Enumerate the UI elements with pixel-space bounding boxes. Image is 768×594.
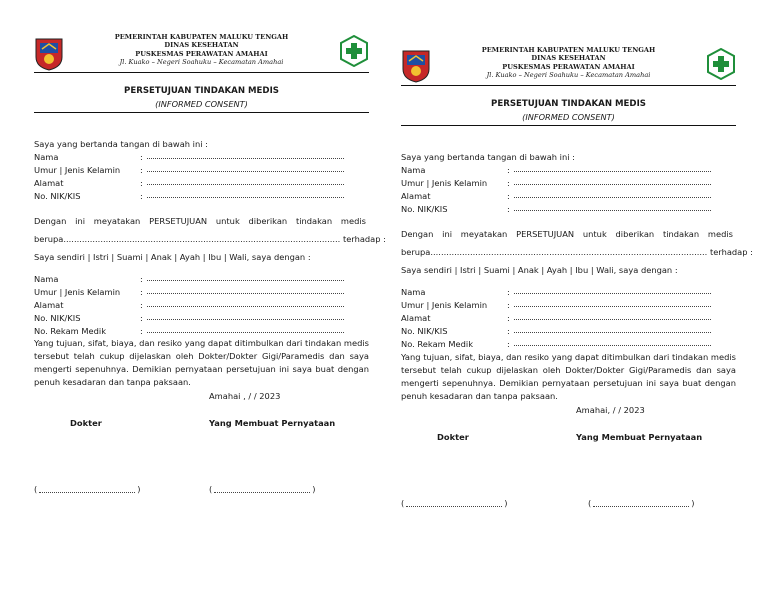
intro-text: Saya yang bertanda tangan di bawah ini : xyxy=(34,139,208,149)
paren-open: ( xyxy=(401,498,405,508)
title-rule xyxy=(34,112,369,113)
health-cross-icon xyxy=(706,48,736,80)
field-label-address: Alamat xyxy=(401,191,431,201)
field-colon: : xyxy=(507,287,510,297)
letterhead-line2: DINAS KESEHATAN xyxy=(164,41,239,50)
form-subtitle: (INFORMED CONSENT) xyxy=(522,112,615,122)
letterhead xyxy=(401,44,736,84)
paren-close: ) xyxy=(137,484,141,494)
consent-statement: Dengan ini meyatakan PERSETUJUAN untuk diberikan tindakan medis xyxy=(34,216,366,226)
form-title: PERSETUJUAN TINDAKAN MEDIS xyxy=(491,99,646,109)
field-line-address[interactable] xyxy=(514,197,711,198)
letterhead-text xyxy=(441,46,696,80)
field-line-address[interactable] xyxy=(147,184,344,185)
health-cross-icon xyxy=(339,35,369,67)
field-label-nik: No. NIK/KIS xyxy=(401,204,448,214)
field-line-nik[interactable] xyxy=(514,332,711,333)
explanation-paragraph: Yang tujuan, sifat, biaya, dan resiko yang dapat ditimbulkan dari tindakan medis tersebut telah cukup dijelaskan oleh Dokter/Dokter Gigi/Paramedis dan saya mengerti sepenuhnya. Demikian pernyataan persetujuan ini saya buat dengan penuh kesadaran dan tanpa paksaan. xyxy=(401,352,736,401)
field-label-name: Nama xyxy=(401,165,426,175)
form-title: PERSETUJUAN TINDAKAN MEDIS xyxy=(124,86,279,96)
field-colon: : xyxy=(507,300,510,310)
declarant-signature-line[interactable] xyxy=(209,484,316,494)
letterhead-line2: DINAS KESEHATAN xyxy=(531,54,606,63)
field-line-age-gender[interactable] xyxy=(147,171,344,172)
field-line-age-gender[interactable] xyxy=(514,184,711,185)
field-line-address[interactable] xyxy=(147,306,344,307)
doctor-signature-label: Dokter xyxy=(437,432,469,442)
place-date: Amahai, / / 2023 xyxy=(576,405,645,415)
field-colon: : xyxy=(140,165,143,175)
field-label-medical-record: No. Rekam Medik xyxy=(34,326,107,336)
field-line-age-gender[interactable] xyxy=(514,306,711,307)
field-line-name[interactable] xyxy=(514,171,711,172)
field-line-address[interactable] xyxy=(514,319,711,320)
place-date: Amahai , / / 2023 xyxy=(209,391,281,401)
field-line-age-gender[interactable] xyxy=(147,293,344,294)
field-label-address: Alamat xyxy=(401,313,431,323)
field-label-name: Nama xyxy=(34,152,59,162)
field-label-nik: No. NIK/KIS xyxy=(401,326,448,336)
letterhead-line1: PEMERINTAH KABUPATEN MALUKU TENGAH xyxy=(481,46,656,54)
field-label-age-gender: Umur | Jenis Kelamin xyxy=(34,165,121,175)
relation-options[interactable]: Saya sendiri | Istri | Suami | Anak | Ayah | Ibu | Wali, saya dengan : xyxy=(401,265,678,275)
doctor-signature-label: Dokter xyxy=(70,418,102,428)
field-colon: : xyxy=(507,313,510,323)
intro-text: Saya yang bertanda tangan di bawah ini : xyxy=(401,152,575,162)
field-line-name[interactable] xyxy=(514,293,711,294)
field-label-address: Alamat xyxy=(34,178,64,188)
letterhead-rule xyxy=(401,85,736,86)
paren-close: ) xyxy=(504,498,508,508)
field-colon: : xyxy=(140,274,143,284)
paren-open: ( xyxy=(588,498,592,508)
letterhead-address: Jl. Kuako – Negeri Soahuku – Kecamatan Amahai xyxy=(119,58,284,67)
title-rule xyxy=(401,125,736,126)
field-colon: : xyxy=(140,191,143,201)
paren-close: ) xyxy=(691,498,695,508)
field-colon: : xyxy=(140,152,143,162)
field-colon: : xyxy=(140,287,143,297)
field-line-medical-record[interactable] xyxy=(147,332,344,333)
form-subtitle: (INFORMED CONSENT) xyxy=(155,99,248,109)
field-label-medical-record: No. Rekam Medik xyxy=(401,339,474,349)
field-label-name: Nama xyxy=(401,287,426,297)
regency-emblem-icon xyxy=(401,49,431,83)
field-line-name[interactable] xyxy=(147,280,344,281)
consent-form-right xyxy=(401,0,753,560)
regency-emblem-icon xyxy=(34,37,64,71)
field-colon: : xyxy=(140,313,143,323)
field-line-name[interactable] xyxy=(147,158,344,159)
letterhead-rule xyxy=(34,72,369,73)
relation-options[interactable]: Saya sendiri | Istri | Suami | Anak | Ayah | Ibu | Wali, saya dengan : xyxy=(34,252,311,262)
paren-open: ( xyxy=(34,484,38,494)
field-colon: : xyxy=(507,165,510,175)
explanation-paragraph: Yang tujuan, sifat, biaya, dan resiko yang dapat ditimbulkan dari tindakan medis tersebut telah cukup dijelaskan oleh Dokter/Dokter Gigi/Paramedis dan saya mengerti sepenuhnya. Demikian pernyataan persetujuan ini saya buat dengan penuh kesadaran dan tanpa paksaan. xyxy=(34,338,369,387)
field-colon: : xyxy=(507,178,510,188)
field-label-age-gender: Umur | Jenis Kelamin xyxy=(401,178,488,188)
field-label-nik: No. NIK/KIS xyxy=(34,313,81,323)
consent-statement: Dengan ini meyatakan PERSETUJUAN untuk diberikan tindakan medis xyxy=(401,229,733,239)
declarant-signature-line[interactable] xyxy=(588,498,695,508)
declarant-signature-label: Yang Membuat Pernyataan xyxy=(576,432,703,442)
letterhead-address: Jl. Kuako – Negeri Soahuku – Kecamatan Amahai xyxy=(486,71,651,80)
field-colon: : xyxy=(507,339,510,349)
field-label-age-gender: Umur | Jenis Kelamin xyxy=(401,300,488,310)
paren-open: ( xyxy=(209,484,213,494)
field-line-nik[interactable] xyxy=(514,210,711,211)
field-line-medical-record[interactable] xyxy=(514,345,711,346)
declarant-signature-label: Yang Membuat Pernyataan xyxy=(209,418,336,428)
field-label-nik: No. NIK/KIS xyxy=(34,191,81,201)
letterhead-line3: PUSKESMAS PERAWATAN AMAHAI xyxy=(502,62,635,71)
paren-close: ) xyxy=(312,484,316,494)
field-label-address: Alamat xyxy=(34,300,64,310)
field-colon: : xyxy=(140,300,143,310)
treatment-line[interactable]: berupa......................................................................................................... terhadap : xyxy=(401,247,753,257)
field-colon: : xyxy=(140,178,143,188)
doctor-signature-line[interactable] xyxy=(34,484,141,494)
field-label-age-gender: Umur | Jenis Kelamin xyxy=(34,287,121,297)
field-colon: : xyxy=(507,191,510,201)
doctor-signature-line[interactable] xyxy=(401,498,508,508)
consent-form-left xyxy=(34,0,386,560)
field-colon: : xyxy=(140,326,143,336)
letterhead-line1: PEMERINTAH KABUPATEN MALUKU TENGAH xyxy=(114,33,289,41)
field-label-name: Nama xyxy=(34,274,59,284)
letterhead-line3: PUSKESMAS PERAWATAN AMAHAI xyxy=(135,49,268,58)
letterhead-text xyxy=(74,33,329,67)
treatment-line[interactable]: berupa......................................................................................................... terhadap : xyxy=(34,234,386,244)
field-colon: : xyxy=(507,204,510,214)
field-line-nik[interactable] xyxy=(147,197,344,198)
letterhead xyxy=(34,33,369,73)
field-colon: : xyxy=(507,326,510,336)
field-line-nik[interactable] xyxy=(147,319,344,320)
